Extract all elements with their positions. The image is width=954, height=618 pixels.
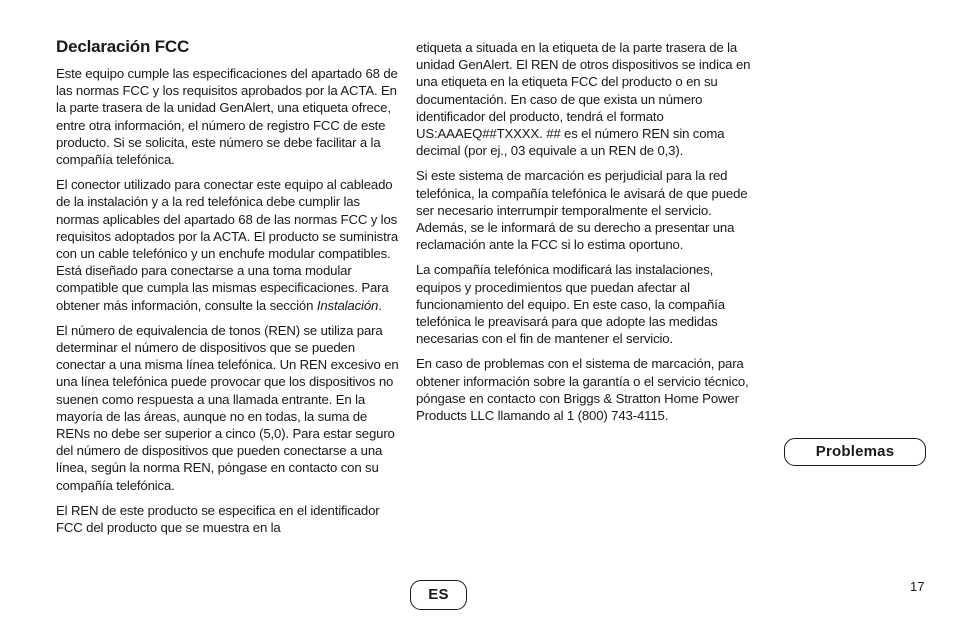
ren-placeholder: ## [546,126,561,142]
section-heading: Declaración FCC [56,37,190,56]
paragraph-ren-label [416,39,756,159]
paragraph-connector [56,176,402,314]
paragraph-ren-label-end: es el número REN sin coma decimal (por ej., 03 equivale a un REN de 0,3). [416,126,725,159]
right-column [416,39,756,432]
paragraph-harm-notice: Si este sistema de marcación es perjudicial para la red telefónica, la compañía telefónica le avisará de que puede ser necesario interrumpir temporalmente el servicio. Además, se le informará de su derecho a presentar una reclamación ante la FCC si lo estima oportuno. [416,168,748,253]
language-tab: ES [410,580,467,610]
paragraph-contact: En caso de problemas con el sistema de marcación, para obtener información sobre la garantía o el servicio técnico, póngase en contacto con Briggs & Stratton Home Power Products LLC llamando al 1 (800) 743-4115. [416,356,749,424]
paragraph-connector-end: . [378,297,382,313]
installation-reference: Instalación [316,297,379,313]
paragraph-ren-product: El REN de este producto se especifica en el identificador FCC del producto que se muestra en la [56,502,380,536]
paragraph-ren-label-text: etiqueta a situada en la etiqueta de la parte trasera de la unidad GenAlert. El REN de otros dispositivos se indica en una etiqueta en la etiqueta FCC del producto o en su documentación. En caso de que exista un número identificador del producto, tendrá el formato US:AAAEQ##TXXXX. [416,40,751,142]
section-tab-problems: Problemas [784,438,926,466]
paragraph-fcc-compliance: Este equipo cumple las especificaciones del apartado 68 de las normas FCC y los requisitos aprobados por la ACTA. En la parte trasera de la unidad GenAlert, una etiqueta ofrece, entre otra información, el número de registro FCC de este producto. Si se solicita, este número se debe facilitar a la compañía telefónica. [56,66,398,168]
page-number: 17 [910,579,925,594]
paragraph-changes: La compañía telefónica modificará las instalaciones, equipos y procedimientos que puedan afectar al funcionamiento del equipo. En este caso, la compañía telefónica le preavisará para que adopte las medidas necesarias con el fin de mantener el servicio. [416,262,725,347]
paragraph-connector-text: El conector utilizado para conectar este equipo al cableado de la instalación y a la red telefónica debe cumplir las normas aplicables del apartado 68 de las normas FCC y los requisitos adoptados por la ACTA. El producto se suministra con un cable telefónico y un enchufe modular compatibles. Está diseñado para conectarse a una toma modular compatible que cumpla las mismas especificaciones. Para obtener más información, consulte la sección [56,177,399,313]
left-column [56,36,402,544]
paragraph-ren: El número de equivalencia de tonos (REN) se utiliza para determinar el número de dispositivos que se pueden conectar a una misma línea telefónica. Un REN excesivo en una línea telefónica puede provocar que los dispositivos no suenen como respuesta a una llamada entrante. En la mayoría de las áreas, aunque no en todas, la suma de RENs no debe ser superior a cinco (5,0). Para estar seguro del número de dispositivos que pueden conectarse a una línea, según la norma REN, póngase en contacto con su compañía telefónica. [56,322,399,493]
